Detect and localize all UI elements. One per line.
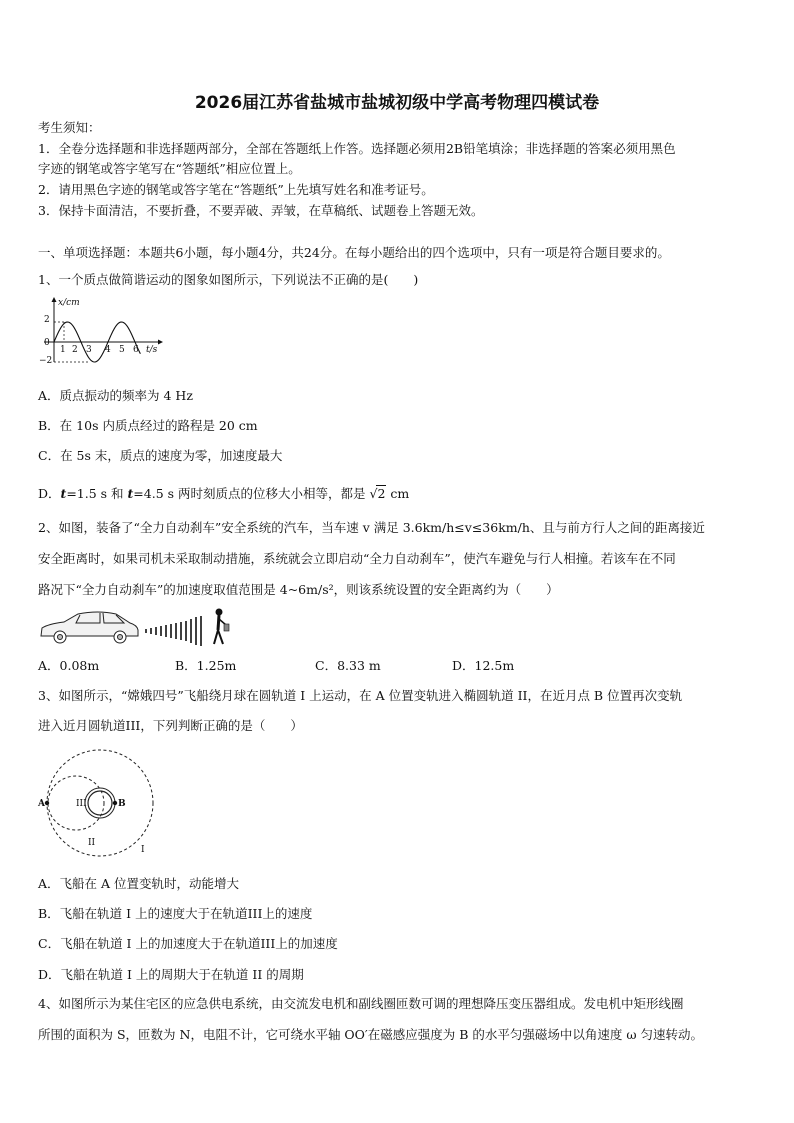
radar-waves-icon: [146, 616, 201, 646]
var-t: t: [127, 486, 134, 501]
x-tick-label: 6: [133, 345, 139, 355]
q2-choice-c[interactable]: C．8.33 m: [315, 658, 381, 673]
q3-option-a[interactable]: A．飞船在 A 位置变轨时，动能增大: [38, 876, 240, 891]
q2-choice-d[interactable]: D．12.5m: [452, 658, 515, 673]
orbit-3: [85, 788, 115, 818]
notice-item: 1．全卷分选择题和非选择题两部分，全部在答题纸上作答。选择题必须用2B铅笔填涂；非选择题的答案必须用黑色: [38, 141, 676, 156]
sqrt-radicand: 2: [377, 486, 386, 501]
x-tick-label: 2: [72, 345, 78, 355]
notice-item: 2．请用黑色字迹的钢笔或答字笔在“答题纸”上先填写姓名和准考证号。: [38, 182, 434, 197]
notice-item: 3．保持卡面清洁，不要折叠，不要弄破、弄皱，在草稿纸、试题卷上答题无效。: [38, 203, 484, 218]
x-tick-label: 1: [60, 345, 66, 355]
label-orbit-1: I: [141, 845, 145, 855]
x-tick-label: 5: [119, 345, 125, 355]
notice-heading: 考生须知：: [38, 120, 101, 135]
q3-stem-line: 进入近月圆轨道III，下列判断正确的是（ ）: [38, 718, 303, 733]
point-b: [113, 801, 117, 805]
q1-option-a[interactable]: A．质点振动的频率为 4 Hz: [38, 388, 193, 403]
q3-option-c[interactable]: C．飞船在轨道 I 上的加速度大于在轨道III上的加速度: [38, 936, 338, 951]
q1-graph: [30, 296, 170, 366]
point-a: [45, 801, 49, 805]
unit: cm: [386, 486, 410, 501]
q2-stem-line: 路况下“全力自动刹车”的加速度取值范围是 4~6m/s²，则该系统设置的安全距离约为（ ）: [38, 582, 559, 597]
text: =1.5 s 和: [66, 486, 128, 501]
label-b: B: [118, 799, 126, 809]
car-icon: [41, 612, 138, 643]
text: =4.5 s 两时刻质点的位移大小相等，都是: [133, 486, 370, 501]
y-tick-label: 2: [44, 315, 50, 325]
x-tick-label: 3: [86, 345, 92, 355]
y-axis-arrow-icon: [52, 297, 57, 302]
pedestrian-icon: [214, 609, 229, 644]
q2-car-figure: [38, 606, 238, 648]
q3-option-b[interactable]: B．飞船在轨道 I 上的速度大于在轨道III上的速度: [38, 906, 313, 921]
orbit-1: [47, 750, 153, 856]
q2-choice-a[interactable]: A．0.08m: [38, 658, 100, 673]
label-orbit-2: II: [88, 838, 96, 848]
label-orbit-3: III: [76, 799, 87, 809]
x-axis-arrow-icon: [158, 340, 163, 345]
section-heading: 一、单项选择题：本题共6小题，每小题4分，共24分。在每小题给出的四个选项中，只有一项是符合题目要求的。: [38, 245, 670, 260]
q3-option-d[interactable]: D．飞船在轨道 I 上的周期大于在轨道 II 的周期: [38, 967, 304, 982]
q4-stem-line: 所围的面积为 S，匝数为 N，电阻不计，它可绕水平轴 OO′在磁感应强度为 B 的水平匀强磁场中以角速度 ω 匀速转动。: [38, 1027, 704, 1042]
q1-option-b[interactable]: B．在 10s 内质点经过的路程是 20 cm: [38, 418, 258, 433]
var-t: t: [60, 486, 67, 501]
q1-stem: 1、一个质点做简谐运动的图象如图所示，下列说法不正确的是( ): [38, 272, 419, 287]
moon-icon: [88, 791, 112, 815]
option-letter: D．: [38, 486, 61, 501]
x-axis-label: t/s: [146, 345, 158, 355]
y-axis-label: x/cm: [58, 298, 80, 308]
sqrt-icon: √: [369, 486, 378, 501]
y-tick-label: 0: [44, 338, 50, 348]
q4-stem-line: 4、如图所示为某住宅区的应急供电系统，由交流发电机和副线圈匝数可调的理想降压变压器组成。发电机中矩形线圈: [38, 996, 684, 1011]
y-tick-label: −2: [39, 356, 53, 366]
q1-option-c[interactable]: C．在 5s 末，质点的速度为零，加速度最大: [38, 448, 283, 463]
x-tick-label: 4: [105, 345, 111, 355]
label-a: A: [38, 799, 45, 809]
exam-title: 2026届江苏省盐城市盐城初级中学高考物理四模试卷: [194, 93, 600, 113]
q2-stem-line: 2、如图，装备了“全力自动刹车”安全系统的汽车，当车速 v 满足 3.6km/h≤v≤36km/h、且与前方行人之间的距离接近: [38, 520, 705, 535]
q2-stem-line: 安全距离时，如果司机未采取制动措施，系统就会立即启动“全力自动刹车”，使汽车避免与行人相撞。若该车在不同: [38, 551, 676, 566]
q2-choice-b[interactable]: B．1.25m: [175, 658, 237, 673]
q3-stem-line: 3、如图所示，“嫦娥四号”飞船绕月球在圆轨道 I 上运动，在 A 位置变轨进入椭圆轨道 II，在近月点 B 位置再次变轨: [38, 688, 683, 703]
q3-orbit-figure: [36, 748, 176, 858]
q1-option-d[interactable]: [38, 484, 409, 502]
notice-item: 字迹的钢笔或答字笔写在“答题纸”相应位置上。: [38, 161, 301, 176]
